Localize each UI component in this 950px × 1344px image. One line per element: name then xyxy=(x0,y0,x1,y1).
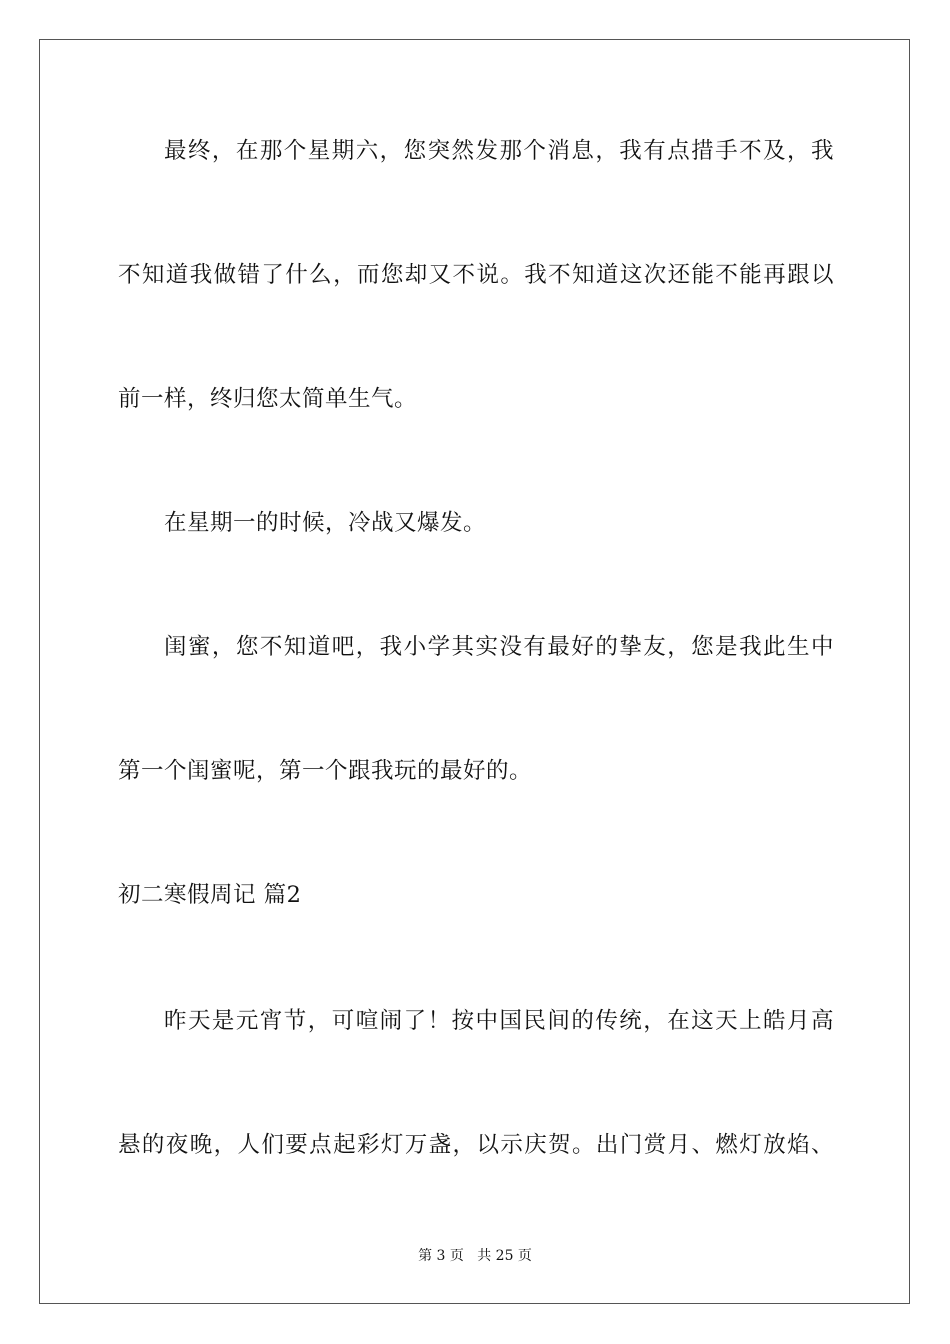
paragraph-line: 前一样，终归您太简单生气。 xyxy=(118,386,418,412)
paragraph-line: 悬的夜晚，人们要点起彩灯万盏，以示庆贺。出门赏月、燃灯放焰、 xyxy=(118,1132,834,1158)
paragraph-line: 闺蜜，您不知道吧，我小学其实没有最好的挚友，您是我此生中 xyxy=(164,634,834,660)
paragraph-line: 不知道我做错了什么，而您却又不说。我不知道这次还能不能再跟以 xyxy=(118,262,834,288)
paragraph-line: 在星期一的时候，冷战又爆发。 xyxy=(164,510,487,536)
paragraph-line: 最终，在那个星期六，您突然发那个消息，我有点措手不及，我 xyxy=(164,138,834,164)
paragraph-line: 昨天是元宵节，可喧闹了！按中国民间的传统，在这天上皓月高 xyxy=(164,1008,834,1034)
page-frame xyxy=(39,39,910,1304)
paragraph-line: 第一个闺蜜呢，第一个跟我玩的最好的。 xyxy=(118,758,533,784)
page-number-footer: 第 3 页 共 25 页 xyxy=(418,1248,532,1264)
section-heading: 初二寒假周记 篇2 xyxy=(118,882,302,908)
